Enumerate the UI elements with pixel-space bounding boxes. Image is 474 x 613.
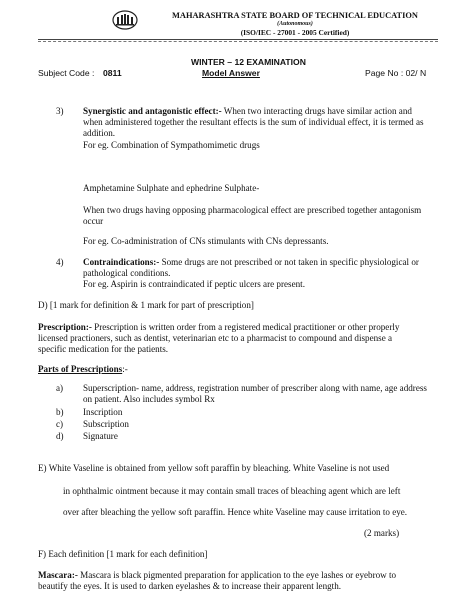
parts-heading-text: Parts of Prescriptions [38,364,123,374]
item-3-antagonism-line-1: When two drugs having opposing pharmacological effect are prescribed together antagonism [83,205,422,215]
item-3-antagonism-example: For eg. Co-administration of CNs stimulants with CNs depressants. [83,236,329,246]
mascara-line-2: beautify the eyes. It is used to darken eyelashes & to increase their apparent length. [38,581,342,592]
section-e-line-3: over after bleaching the yellow soft paraffin. Hence white Vaseline may cause irritation to eye. [63,507,408,517]
section-e-line-2: in ophthalmic ointment because it may contain small traces of bleaching agent which are left [63,486,401,496]
item-3-example: For eg. Combination of Sympathomimetic drugs [83,139,260,150]
item-3-heading: Synergistic and antagonistic effect:- [83,106,222,116]
item-3-number: 3) [56,106,64,116]
parts-heading-colon: :- [122,364,128,374]
section-e-line-1: E) White Vaseline is obtained from yellow soft paraffin by bleaching. White Vaseline is not used [38,463,390,473]
certification-label: (ISO/IEC - 27001 - 2005 Certified) [240,28,350,37]
item-4-number: 4) [56,257,64,267]
part-c-marker: c) [56,419,64,429]
part-d-marker: d) [56,431,64,441]
page-number: Page No : 02/ N [365,68,427,78]
prescription-line-2: licensed practioners, such as dentist, veterinarian etc to a pharmacist to compound and dispense a [38,333,393,344]
header-rule-secondary [38,41,438,42]
item-3-antagonism-line-2: occur [83,216,104,227]
part-a-text [83,383,443,406]
part-c-text: Subscription [83,419,129,429]
item-3-line-1: When two interacting drugs have similar action and [221,106,412,116]
item-4-line-2: pathological conditions. [83,268,171,279]
exam-title: WINTER – 12 EXAMINATION [191,57,306,67]
part-a-marker: a) [56,383,64,393]
prescription-line-1: Prescription is written order from a registered medical practitioner or other properly [91,322,400,332]
section-d-marks: D) [1 mark for definition & 1 mark for part of prescription] [38,300,254,310]
model-answer-label: Model Answer [202,68,260,78]
subject-code-label: Subject Code : [38,68,95,78]
part-d-text: Signature [83,431,118,441]
board-name: MAHARASHTRA STATE BOARD OF TECHNICAL EDUCATION [172,11,418,20]
item-3-line-2: when administered together the resultant effects is the sum of individual effect, it is termed as [83,117,424,128]
mascara-line-1: Mascara is black pigmented preparation for application to the eye lashes or eyebrow to [77,570,397,580]
item-3-line-3: addition. [83,128,116,139]
msbte-logo-icon [112,10,138,30]
item-4-example: For eg. Aspirin is contraindicated if peptic ulcers are present. [83,279,305,290]
section-f-marks: F) Each definition [1 mark for each definition] [38,549,208,559]
part-a-line-2: on patient. Also includes symbol Rx [83,394,215,405]
item-4-heading: Contraindications:- [83,257,160,267]
prescription-line-3: specific medication for the patients. [38,344,169,355]
parts-of-prescriptions-heading [38,364,128,375]
section-e-marks: (2 marks) [364,528,400,538]
part-b-text: Inscription [83,407,123,417]
item-4-definition [83,257,443,291]
part-b-marker: b) [56,407,64,417]
item-3-definition [83,106,443,151]
prescription-definition [38,322,440,356]
item-4-line-1: Some drugs are not prescribed or not taken in specific physiological or [159,257,419,267]
mascara-heading: Mascara:- [38,570,78,580]
autonomous-label: (Autonomous) [277,21,313,27]
header-rule [38,39,438,40]
item-3-antagonism [83,205,443,227]
subject-code: 0811 [103,68,122,78]
item-3-drugs: Amphetamine Sulphate and ephedrine Sulphate- [83,183,260,193]
prescription-heading: Prescription:- [38,322,92,332]
part-a-line-1: Superscription- name, address, registration number of prescriber along with name, age address [83,383,427,393]
mascara-definition [38,570,440,592]
